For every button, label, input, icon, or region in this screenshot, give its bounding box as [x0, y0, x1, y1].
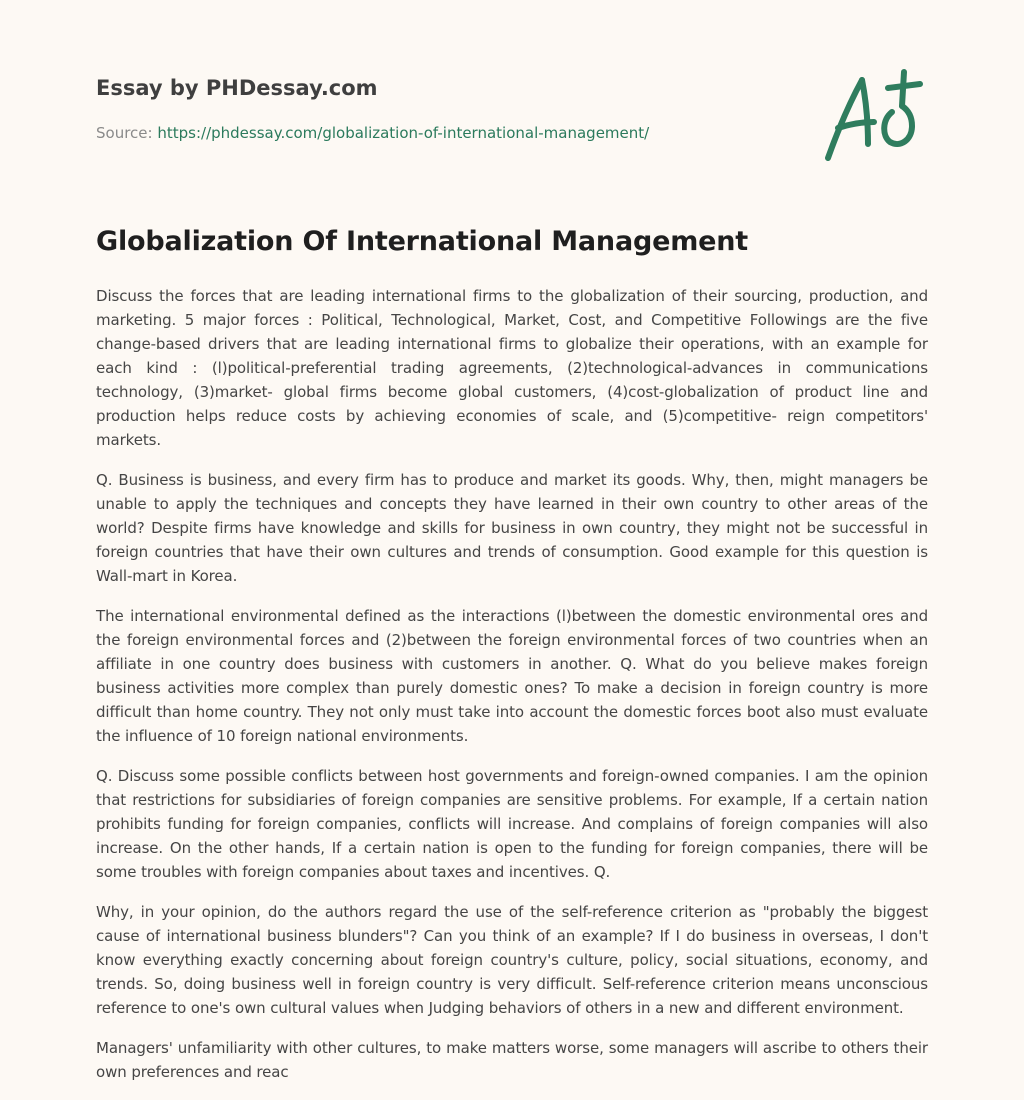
- essay-paragraph: Q. Business is business, and every firm has to produce and market its goods. Why, then, might managers be unable to apply the techniques and concepts they have learned in their own country to other areas of the world? Despite firms have knowledge and skills for business in own country, they might not be successful in foreign countries that have their own cultures and trends of consumption. Good example for this question is Wall-mart in Korea.: [96, 471, 928, 585]
- brand-name: Essay by PHDessay.com: [96, 76, 378, 100]
- source-link[interactable]: https://phdessay.com/globalization-of-international-management/: [157, 124, 650, 142]
- essay-paragraph: Why, in your opinion, do the authors regard the use of the self-reference criterion as "probably the biggest cause of international business blunders"? Can you think of an example? If I do business in overseas, I don't know everything exactly concerning about foreign country's culture, policy, social situations, economy, and trends. So, doing business well in foreign country is very difficult. Self-reference criterion means unconscious reference to one's own cultural values when Judging behaviors of others in a new and different environment.: [96, 903, 928, 1017]
- essay-paragraph: Q. Discuss some possible conflicts between host governments and foreign-owned companies. I am the opinion that restrictions for subsidiaries of foreign companies are sensitive problems. For example, If a certain nation prohibits funding for foreign companies, conflicts will increase. And complains of foreign companies will also increase. On the other hands, If a certain nation is open to the funding for foreign companies, there will be some troubles with foreign companies about taxes and incentives. Q.: [96, 767, 928, 881]
- essay-body: [96, 284, 928, 1100]
- essay-paragraph: The international environmental defined as the interactions (l)between the domestic environmental ores and the foreign environmental forces and (2)between the foreign environmental forces of two countries when an affiliate in one country does business with customers in another. Q. What do you believe makes foreign business activities more complex than purely domestic ones? To make a decision in foreign country is more difficult than home country. They not only must take into account the domestic forces boot also must evaluate the influence of 10 foreign national environments.: [96, 607, 928, 745]
- source-label: Source:: [96, 124, 153, 142]
- essay-title: Globalization Of International Management: [96, 226, 748, 257]
- essay-paragraph: Managers' unfamiliarity with other cultures, to make matters worse, some managers will ascribe to others their own preferences and reac: [96, 1039, 928, 1081]
- essay-paragraph: Discuss the forces that are leading international firms to the globalization of their sourcing, production, and marketing. 5 major forces : Political, Technological, Market, Cost, and Competitive Followings are the five change-based drivers that are leading international firms to globalize their operations, with an example for each kind : (l)political-preferential trading agreements, (2)technological-advances in communications technology, (3)market- global firms become global customers, (4)cost-globalization of product line and production helps reduce costs by achieving economies of scale, and (5)competitive- reign competitors' markets.: [96, 287, 928, 449]
- a-plus-logo-icon: [816, 66, 928, 166]
- source-line: [96, 124, 649, 142]
